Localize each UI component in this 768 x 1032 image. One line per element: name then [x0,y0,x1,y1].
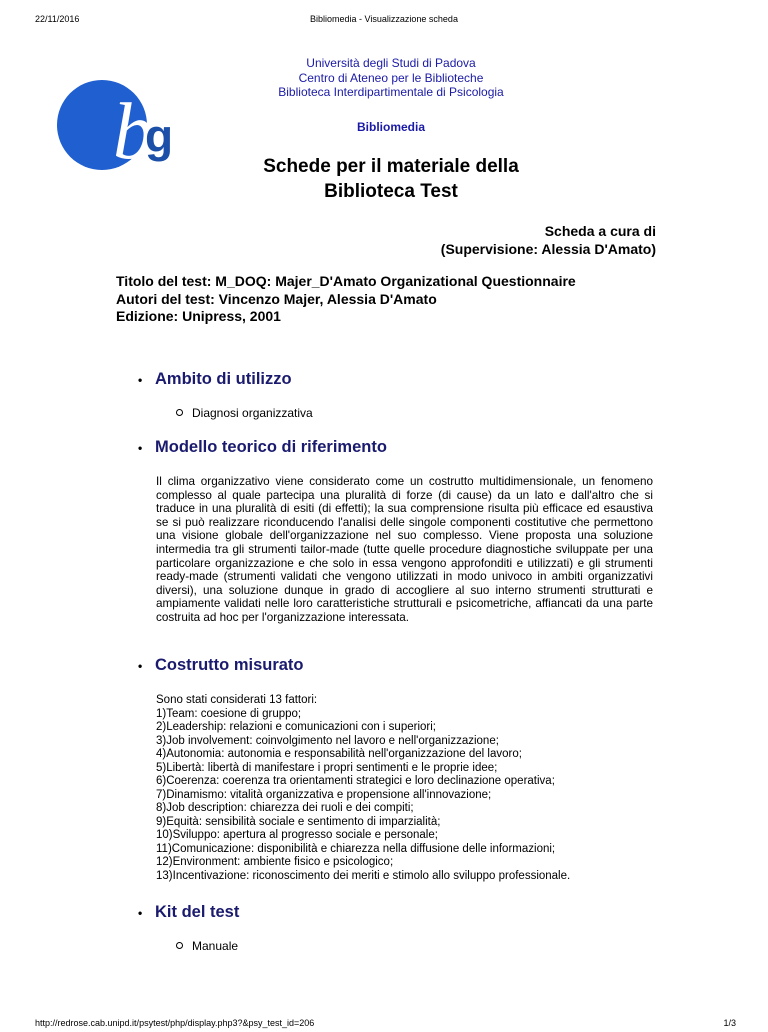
section-heading-costrutto: • Costrutto misurato [138,656,304,674]
section-heading-modello: • Modello teorico di riferimento [138,438,387,456]
modello-paragraph: Il clima organizzativo viene considerato come un costrutto multidimensionale, un fenomeno complesso al quale partecipa una pluralità di forze (di cause) da un lato e dall'altro che si traduce in una pluralità di esiti (di effetti); la sua comprensione risulta più efficace ed esaustiva se si può realizzare riconducendo l'analisi delle singole componenti costitutive che permettono una visione globale dell'organizzazione nel suo complesso. Viene proposta una soluzione intermedia tra gli strumenti tailor-made (tutte quelle procedure diagnostiche sviluppate per una particolare organizzazione e che solo in essa vengono approfonditi e utilizzati) e gli strumenti ready-made (strumenti validati che vengono utilizzati in modo univoco in ambiti organizzativi diversi), una soluzione dunque in grado di accogliere al suo interno strumenti strutturati e ampiamente validati nelle loro caratteristiche strutturali e psicometriche, affiancati da una parte costruita ad hoc per l'organizzazione interessata. [156,475,653,624]
page-title [190,154,592,204]
factor-item: 4)Autonomia: autonomia e responsabilità nell'organizzazione del lavoro; [156,748,522,760]
print-page-title: Bibliomedia - Visualizzazione scheda [310,14,458,24]
bibliomedia-link[interactable]: Bibliomedia [356,120,425,134]
test-title: Titolo del test: M_DOQ: Majer_D'Amato Organizational Questionnaire [116,273,576,289]
factor-item: 9)Equità: sensibilità sociale e sentimento di imparzialità; [156,815,441,828]
print-footer [0,1018,768,1032]
test-authors: Autori del test: Vincenzo Majer, Alessia D'Amato [116,290,437,307]
affiliation-block [230,56,552,100]
factor-item: 2)Leadership: relazioni e comunicazioni con i superiori; [156,721,436,733]
factor-item: 6)Coerenza: coerenza tra orientamenti strategici e loro declinazione operativa; [156,775,555,787]
print-page-number: 1/3 [723,1018,736,1028]
factor-item: 10)Sviluppo: apertura al progresso sociale e personale; [156,829,438,841]
factor-item: 11)Comunicazione: disponibilità e chiarezza nella diffusione delle informazioni; [156,842,556,855]
list-item-ambito: Diagnosi organizzativa [176,406,313,420]
cura-line-2: (Supervisione: Alessia D'Amato) [440,241,656,257]
factors-intro: Sono stati considerati 13 fattori: [156,694,318,706]
section-heading-ambito: • Ambito di utilizzo [138,370,292,388]
link-universita[interactable]: Università degli Studi di Padova [306,56,476,70]
factor-item: 5)Libertà: libertà di manifestare i propri sentimenti e le proprie idee; [156,761,498,774]
factors-list [156,694,676,883]
title-line-1: Schede per il materiale della [263,156,519,177]
factor-item: 3)Job involvement: coinvolgimento nel lavoro e nell'organizzazione; [156,734,499,747]
print-url: http://redrose.cab.unipd.it/psytest/php/display.php3?&psy_test_id=206 [35,1018,315,1028]
print-date: 22/11/2016 [35,14,80,24]
logo-letter-b: b [113,88,153,170]
factor-item: 13)Incentivazione: riconoscimento dei meriti e stimolo allo sviluppo professionale. [156,869,571,882]
factor-item: 1)Team: coesione di gruppo; [156,707,302,720]
title-line-2: Biblioteca Test [324,181,458,202]
cura-line-1: Scheda a cura di [544,223,656,239]
test-edition: Edizione: Unipress, 2001 [116,308,281,324]
bg-logo [57,80,187,170]
link-biblioteca-psicologia[interactable]: Biblioteca Interdipartimentale di Psicologia [278,85,504,99]
print-header [0,14,768,28]
section-heading-kit: • Kit del test [138,903,240,921]
scheda-cura [380,222,656,258]
logo-letter-g: g [145,110,174,162]
factor-item: 8)Job description: chiarezza dei ruoli e dei compiti; [156,802,414,814]
link-centro-ateneo[interactable]: Centro di Ateneo per le Biblioteche [298,70,484,85]
test-metadata [116,273,736,326]
factor-item: 7)Dinamismo: vitalità organizzativa e propensione all'innovazione; [156,788,492,801]
factor-item: 12)Environment: ambiente fisico e psicologico; [156,856,394,868]
list-item-kit: Manuale [176,939,238,953]
